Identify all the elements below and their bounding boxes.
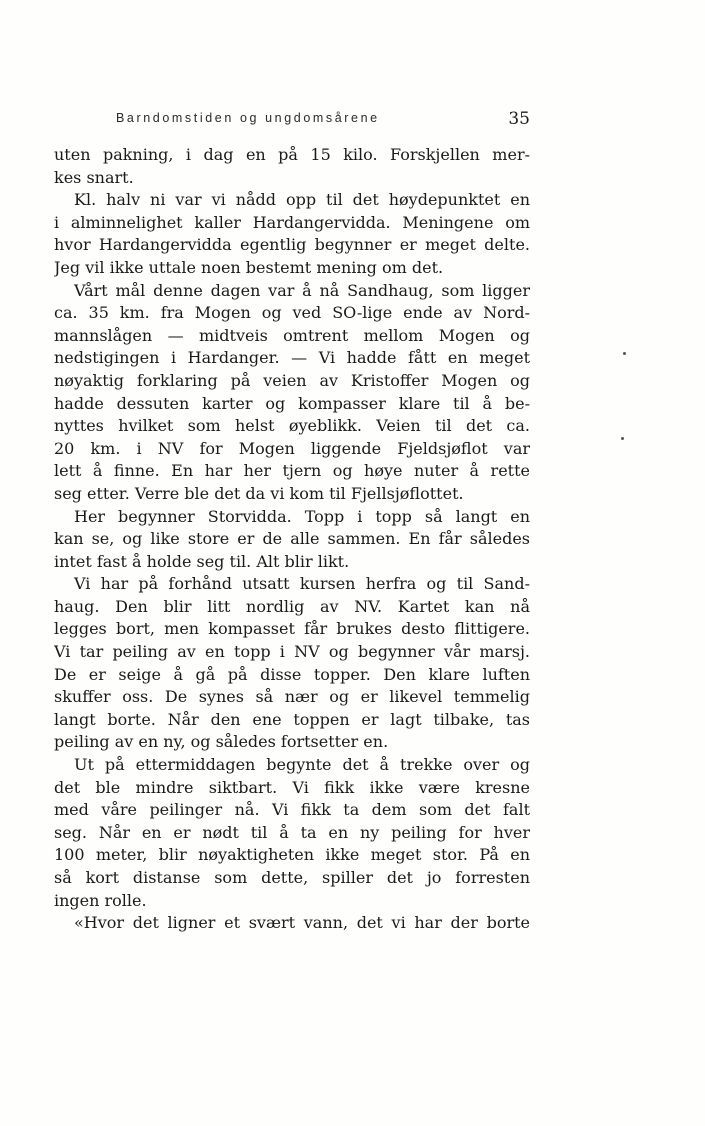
text-line: legges bort, men kompasset får brukes desto flittigere. xyxy=(54,619,530,639)
text-line: De er seige å gå på disse topper. Den klare luften xyxy=(54,664,530,684)
text-line: kes snart. xyxy=(54,167,134,187)
text-line: haug. Den blir litt nordlig av NV. Kartet kan nå xyxy=(54,596,530,616)
text-line: lett å finne. En har her tjern og høye nuter å rette xyxy=(54,461,530,481)
text-line: Kl. halv ni var vi nådd opp til det høydepunktet en xyxy=(74,190,530,210)
text-line: nyttes hvilket som helst øyeblikk. Veien til det ca. xyxy=(54,416,530,436)
text-line: seg etter. Verre ble det da vi kom til Fjellsjøflottet. xyxy=(54,483,464,503)
text-line: Vårt mål denne dagen var å nå Sandhaug, som ligger xyxy=(74,280,530,300)
text-line: hvor Hardangervidda egentlig begynner er meget delte. xyxy=(54,235,530,255)
text-line: ingen rolle. xyxy=(54,890,147,910)
text-line: skuffer oss. De synes så nær og er likevel temmelig xyxy=(54,687,530,707)
page-header xyxy=(116,109,530,131)
text-line: Vi tar peiling av en topp i NV og begynner vår marsj. xyxy=(54,642,530,662)
text-line: ca. 35 km. fra Mogen og ved SO-lige ende av Nord- xyxy=(54,303,530,323)
text-line: mannslågen — midtveis omtrent mellom Mogen og xyxy=(54,325,530,345)
text-line: Her begynner Storvidda. Topp i topp så langt en xyxy=(74,506,530,526)
text-line: intet fast å holde seg til. Alt blir likt. xyxy=(54,551,350,571)
text-line: 20 km. i NV for Mogen liggende Fjeldsjøflot var xyxy=(54,438,530,458)
text-line: i alminnelighet kaller Hardangervidda. Meningene om xyxy=(54,212,530,232)
text-line: «Hvor det ligner et svært vann, det vi har der borte xyxy=(74,913,530,933)
text-line: uten pakning, i dag en på 15 kilo. Forskjellen mer- xyxy=(54,145,530,164)
text-line: seg. Når en er nødt til å ta en ny peiling for hver xyxy=(54,822,530,842)
text-line: hadde dessuten karter og kompasser klare til å be- xyxy=(54,393,530,413)
text-line: nedstigingen i Hardanger. — Vi hadde fått en meget xyxy=(54,348,530,368)
text-line: peiling av en ny, og således fortsetter en. xyxy=(54,732,389,752)
text-line: med våre peilinger nå. Vi fikk ta dem som det falt xyxy=(54,800,530,820)
text-line: Jeg vil ikke uttale noen bestemt mening om det. xyxy=(54,257,444,277)
paper-speck xyxy=(621,437,624,440)
page-number: 35 xyxy=(508,109,530,129)
text-line: kan se, og like store er de alle sammen. En får således xyxy=(54,529,530,549)
text-line: Ut på ettermiddagen begynte det å trekke over og xyxy=(74,755,530,775)
text-line: nøyaktig forklaring på veien av Kristoffer Mogen og xyxy=(54,370,530,390)
text-line: 100 meter, blir nøyaktigheten ikke meget stor. På en xyxy=(54,845,530,865)
body-text xyxy=(54,144,530,935)
text-line: så kort distanse som dette, spiller det jo forresten xyxy=(54,868,530,887)
paper-speck xyxy=(623,352,626,355)
text-line: Vi har på forhånd utsatt kursen herfra og til Sand- xyxy=(74,574,530,594)
text-line: langt borte. Når den ene toppen er lagt tilbake, tas xyxy=(54,709,530,729)
running-title: Barndomstiden og ungdomsårene xyxy=(116,111,380,125)
text-line: det ble mindre siktbart. Vi fikk ikke være kresne xyxy=(54,777,530,797)
